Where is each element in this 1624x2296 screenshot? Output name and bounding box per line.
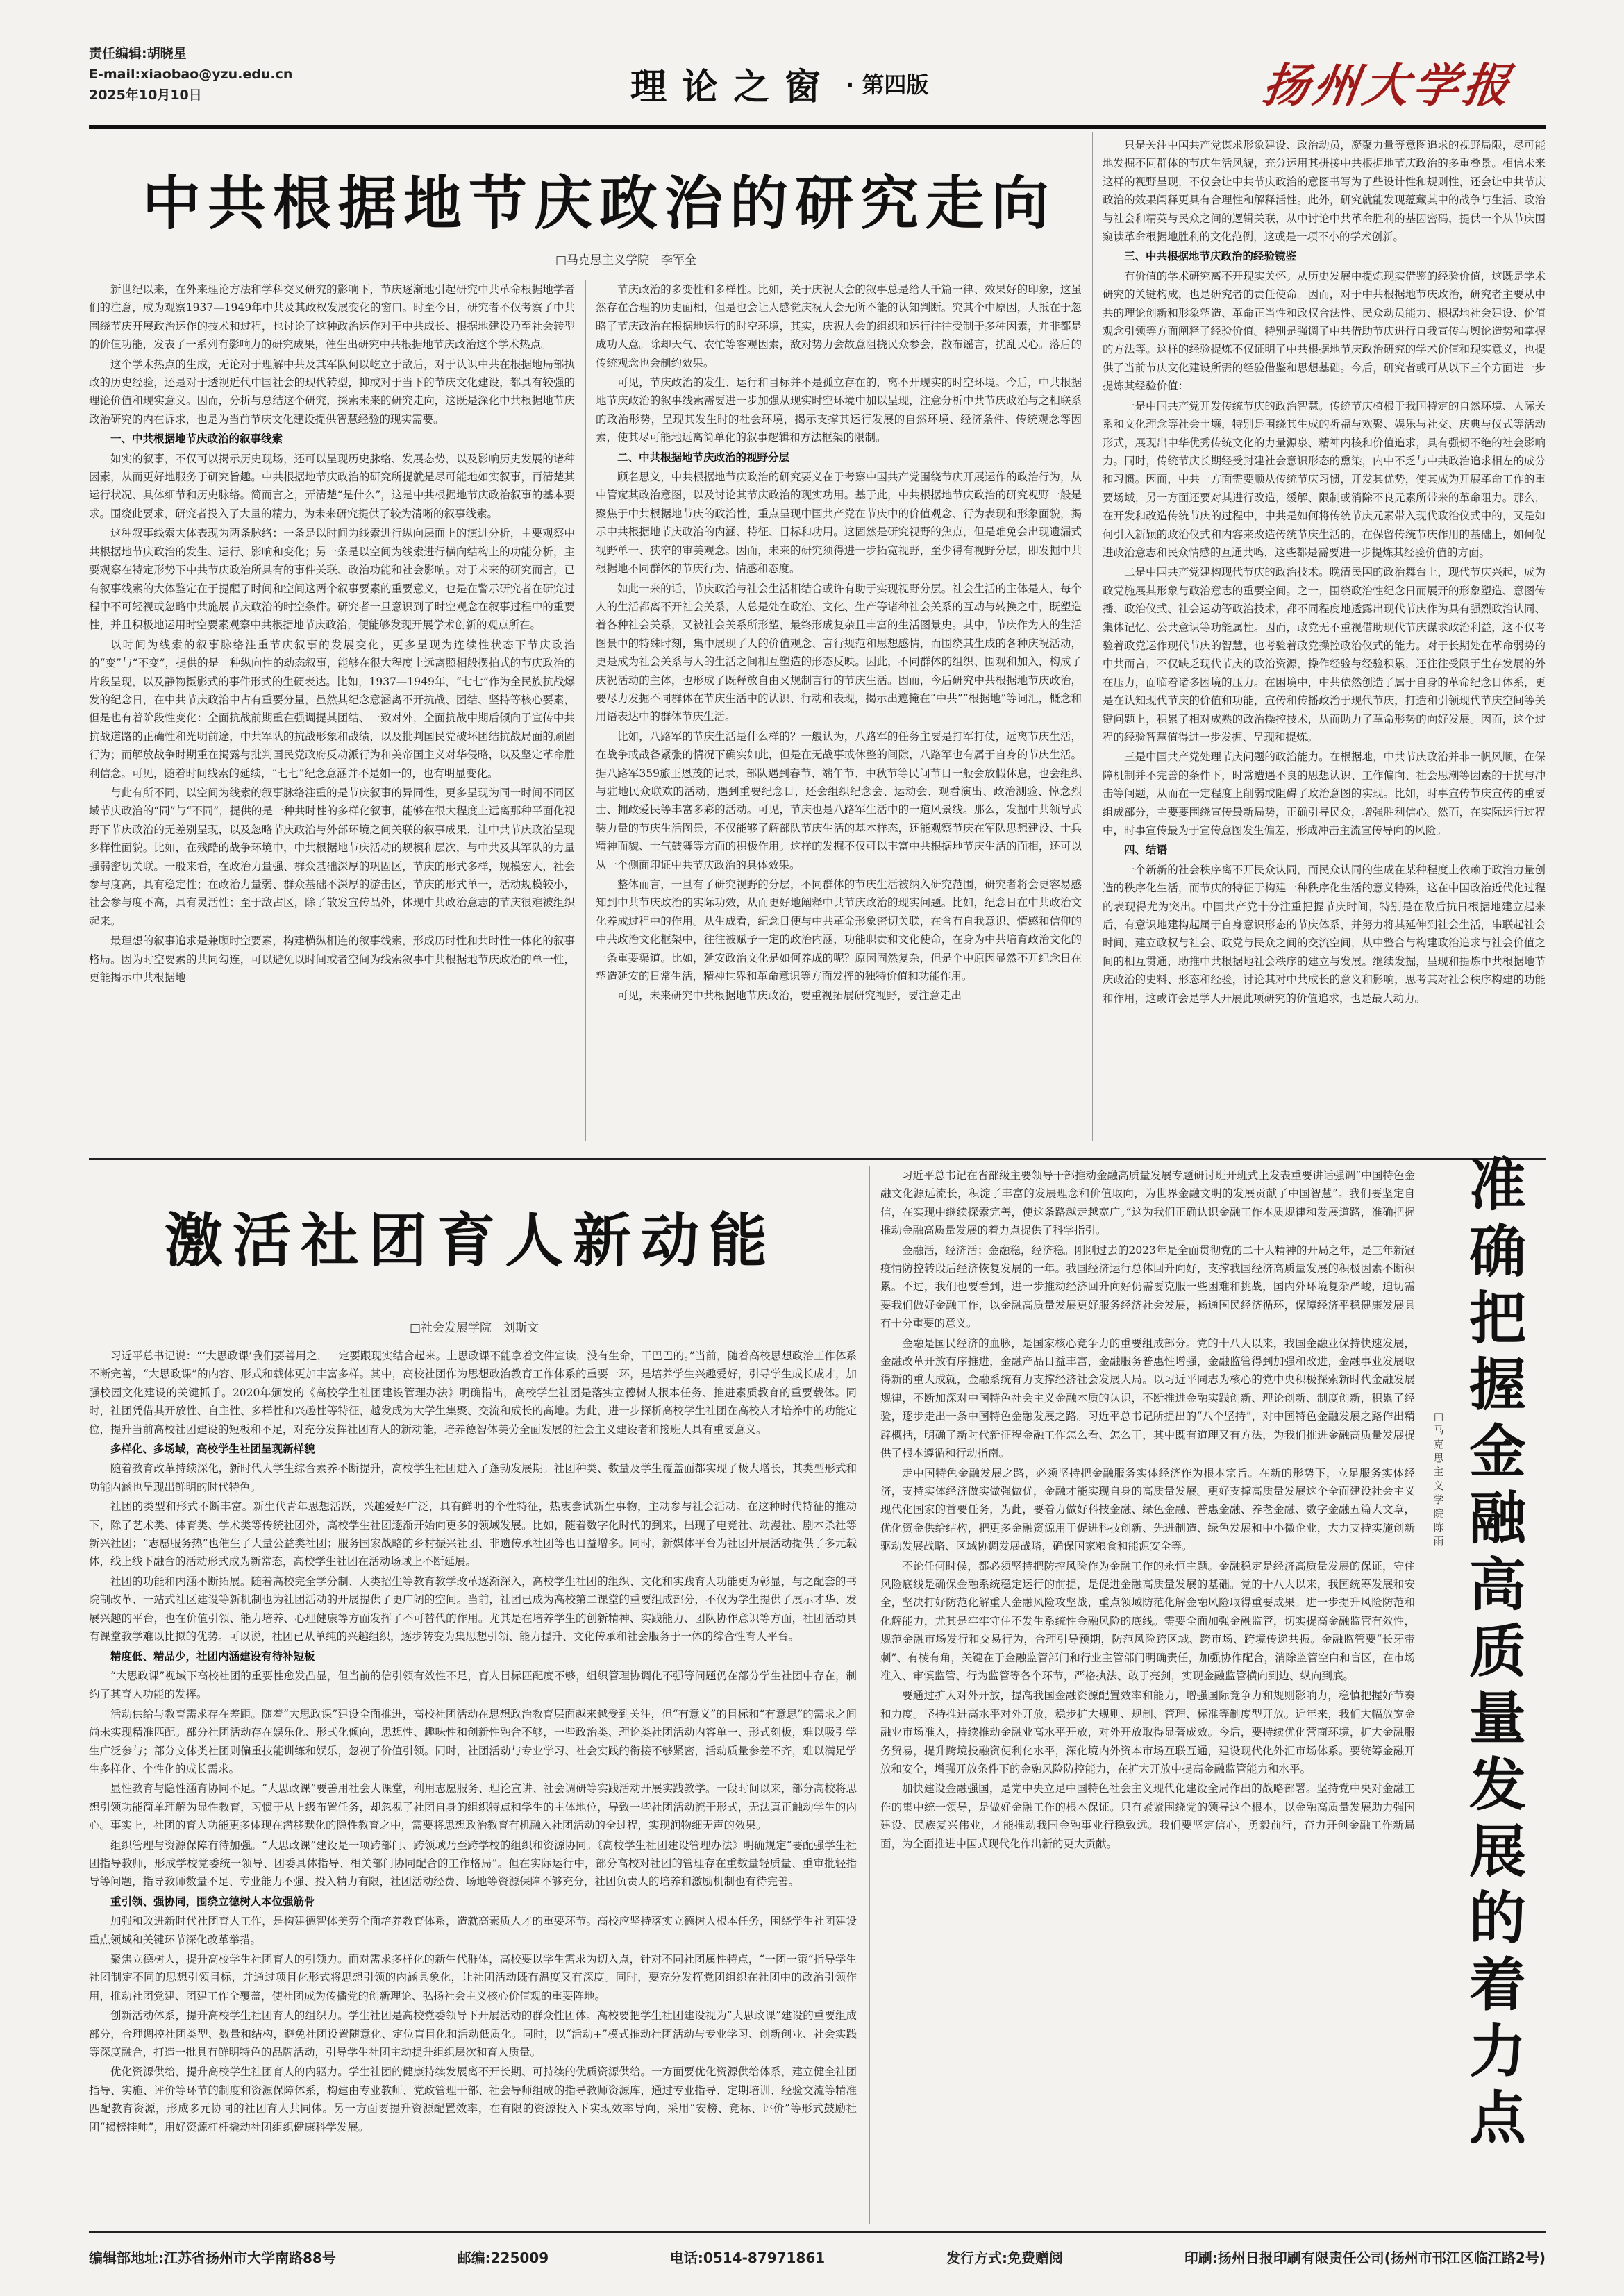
- paragraph: 习近平总书记说：“‘大思政课’我们要善用之，一定要跟现实结合起来。上思政课不能拿着文件宣读，没有生命，干巴巴的。”当前，随着高校思想政治工作体系不断完善，“大思政课”的内容、形式和载体更加丰富多样。其中，高校社团作为思想政治教育工作体系的重要一环，是培养学生兴趣爱好，引导学生成长成才，加强校园文化建设的关键抓手。2020年颁发的《高校学生社团建设管理办法》明确指出，高校学生社团是落实立德树人根本任务、推进素质教育的重要载体。同时，社团凭借其开放性、自主性、多样性和兴趣性等特征，越发成为大学生集聚、交流和成长的高地。为此，进一步探析高校学生社团在高校人才培养中的功能定位，提升当前高校社团建设的短板和不足，对充分发挥社团育人的新动能，培养德智体美劳全面发展的社会主义建设者和接班人具有重要意义。: [89, 1350, 857, 1436]
- newspaper-logo: 扬州大学报: [1259, 58, 1517, 112]
- section-title: 理论之窗: [630, 66, 837, 108]
- section-heading: 三、中共根据地节庆政治的经验镜鉴: [1124, 250, 1297, 263]
- article2-headline: 激活社团育人新动能: [164, 1207, 777, 1275]
- paragraph: 这种叙事线索大体表现为两条脉络：一条是以时间为线索进行纵向层面上的演进分析，主要观察中共根据地节庆政治的发生、运行、影响和变化；另一条是以空间为线索进行横向结构上的功能分析，主要观察在特定形势下中共节庆政治所具有的事件关联、政治功能和社会影响。对于未来的研究而言，已有叙事线索的大体鉴定在于提醒了时间和空间这两个叙事要素的重要意义，也是在警示研究者在研究过程中不可轻视或忽略中共施展节庆政治的时空条件。研究者一旦意识到了时空观念在叙事过程中的重要性，并且积极地运用时空要素观察中共根据地节庆政治，便能够发现开展学术创新的观点所在。: [89, 527, 575, 632]
- article2-byline: □社会发展学院 刘斯文: [410, 1321, 539, 1335]
- paragraph: 如此一来的话，节庆政治与社会生活相结合或许有助于实现视野分层。社会生活的主体是人，每个人的生活都离不开社会关系，人总是处在政治、文化、生产等诸种社会关系的互动与转换之中，既塑造着各种社会关系，又被社会关系所形塑，最终形成复杂且丰富的生活图景史。其中，节庆作为人的生活图景中的特殊时刻，集中展现了人的价值观念、言行规范和思想感情，而围绕其生成的各种庆祝活动，更是成为社会关系与人的生活之间相互塑造的形态反映。因此，不同群体的组织、围观和加入，构成了庆祝活动的主体，也形成了既释放自由又规制言行的节庆生活。因而，今后研究中共根据地节庆政治，要尽力发掘不同群体在节庆生活中的认识、行动和表现，揭示出遮掩在“中共”“根据地”等词汇，概念和用语表达中的群体节庆生活。: [596, 582, 1082, 723]
- paragraph: 社团的类型和形式不断丰富。新生代青年思想活跃，兴趣爱好广泛，具有鲜明的个性特征，热衷尝试新生事物，主动参与社会活动。在这种时代特征的推动下，除了艺术类、体育类、学术类等传统社团外，高校学生社团逐渐开始向更多的领域发展。比如，随着数字化时代的到来，出现了电竞社、动漫社、剧本杀社等新兴社团；“志愿服务热”也催生了大量公益类社团；服务国家战略的乡村振兴社团、非遗传承社团等也日益增多。同时，新媒体平台为社团开展活动提供了多元载体，线上线下融合的活动形式成为新常态，高校学生社团在活动场域上不断延展。: [89, 1500, 857, 1568]
- paragraph: 只是关注中国共产党谋求形象建设、政治动员，凝聚力量等意图追求的视野局限，尽可能地发掘不同群体的节庆生活风貌，充分运用其拼接中共根据地节庆政治的多重叠景。相信未来这样的视野呈现，不仅会让中共节庆政治的意图书写为了些设计性和规则性，还会让中共节庆政治的效果阐释更具有合理性和解释活性。此外，研究就能发现蕴藏其中的战争与生活、政治与社会和精英与民众之间的逻辑关联，从中讨论中共革命胜利的基因密码，提供一个从节庆围窥读革命根据地胜利的文化范例，这或是一项不小的学术创新。: [1103, 139, 1546, 244]
- paragraph: 节庆政治的多变性和多样性。比如，关于庆祝大会的叙事总是给人千篇一律、效果好的印象，这虽然存在合理的历史面相，但是也会让人感觉庆祝大会无所不能的认知判断。究其个中原因，大抵在于忽略了节庆政治在根据地运行的时空环境，其实，庆祝大会的组织和运行往往受制于多种因素，并非都是成功人意。除却天气、农忙等客观因素，敌对势力会故意阻挠民众参会，散布谣言，扰乱民心。落后的传统观念也会制约效果。: [596, 283, 1082, 369]
- article1-column-3: [1103, 136, 1546, 1148]
- paragraph: 要通过扩大对外开放，提高我国金融资源配置效率和能力，增强国际竞争力和规则影响力，稳慎把握好节奏和力度。坚持推进高水平对外开放，稳步扩大规则、规制、管理、标准等制度型开放。近年来，我们大幅放宽金融业市场准入，持续推动金融业高水平开放，对外开放取得显著成效。今后，要持续优化营商环境，扩大金融服务贸易，提升跨境投融资便利化水平，深化境内外资本市场互联互通，建设现代化外汇市场体系。要统筹金融开放和安全，增强开放条件下的金融风险防控能力，在扩大开放中提高金融监管能力和水平。: [880, 1689, 1415, 1775]
- paragraph: 金融活，经济活；金融稳，经济稳。刚刚过去的2023年是全面贯彻党的二十大精神的开局之年，是三年新冠疫情防控转段后经济恢复发展的一年。我国经济运行总体回升向好，支撑我国经济高质量发展的积极因素不断积累。不过，我们也要看到，进一步推动经济回升向好仍需要克服一些困难和挑战，国内外环境复杂严峻，迫切需要我们做好金融工作，以金融高质量发展更好服务经济社会发展，畅通国民经济循环，保障经济平稳健康发展具有十分重要的意义。: [880, 1243, 1415, 1330]
- section-heading: 四、结语: [1124, 844, 1168, 857]
- article1-column-2: [596, 280, 1082, 1148]
- paragraph: 最理想的叙事追求是兼顾时空要素，构建横纵相连的叙事线索，形成历时性和共时性一体化的叙事格局。因为时空要素的共同勾连，可以避免以时间或者空间为线索叙事中共根据地节庆政治的单一性，更能揭示中共根据地: [89, 935, 575, 984]
- top-rule: [89, 125, 1546, 129]
- footer-postcode: 邮编:225009: [457, 2249, 549, 2266]
- paragraph: 这个学术热点的生成，无论对于理解中共及其军队何以屹立于敌后，对于认识中共在根据地局部执政的历史经验，还是对于透视近代中国社会的现代转型，抑或对于当下的节庆文化建设，都具有较强的理论价值和现实意义。因而，分析与总结这个研究，探索未来的研究走向，这既是深化中共根据地节庆政治研究的内在诉求，也是为当前节庆文化建设提供智慧经验的现实需要。: [89, 358, 575, 426]
- edition-label: · 第四版: [846, 72, 929, 98]
- footer: [89, 2247, 1546, 2267]
- paragraph: 创新活动体系，提升高校学生社团育人的组织力。学生社团是高校党委领导下开展活动的群众性团体。高校要把学生社团建设视为“大思政课”建设的重要组成部分，合理调控社团类型、数量和结构，避免社团设置随意化、定位盲目化和活动低质化。同时，以“活动+”模式推动社团活动与专业学习、创新创业、社会实践等深度融合，打造一批具有鲜明特色的品牌活动，引导学生社团主动提升组织层次和育人质量。: [89, 2009, 857, 2059]
- paragraph: 整体而言，一旦有了研究视野的分层，不同群体的节庆生活被纳入研究范围，研究者将会更容易感知到中共节庆政治的实际功效，从而更好地阐释中共节庆政治的现实问题。比如，纪念日在中共政治文化养成过程中的作用。从生成看，纪念日便与中共革命形象密切关联，在含有自我意识、情感和信仰的中共政治文化框架中，往往被赋予一定的政治内涵，功能职责和文化使命，在身为中共培育政治文化的一条重要渠道。比如，延安政治文化是如何养成的呢？原因固然复杂，但是个中原因显然不开纪念日在塑造延安的日常生活，精神世界和革命意识等方面发挥的独特价值和功能作用。: [596, 878, 1082, 983]
- column-divider: [1092, 132, 1093, 1141]
- column-divider: [585, 280, 586, 1141]
- paragraph: 可见，节庆政治的发生、运行和目标并不是孤立存在的，离不开现实的时空环境。今后，中共根据地节庆政治的叙事线索需要进一步加强从现实时空环境中加以呈现，注意分析中共节庆政治与之相联系的政治形势，呈现其发生时的社会环境，揭示支撑其运行发展的自然环境、经济条件、传统观念等因素，使其尽可能地远离简单化的叙事逻辑和方法框架的限制。: [596, 376, 1082, 444]
- footer-rule: [89, 2231, 1546, 2233]
- paragraph: 聚焦立德树人，提升高校学生社团育人的引领力。面对需求多样化的新生代群体，高校要以学生需求为切入点，针对不同社团属性特点，“一团一策”指导学生社团制定不同的思想引领目标，并通过项目化形式将思想引领的内涵具象化，让社团活动既有温度又有深度。同时，要充分发挥党团组织在社团中的政治引领作用，推动社团党建、团建工作全覆盖，使社团成为传播党的创新理论、弘扬社会主义核心价值观的重要阵地。: [89, 1953, 857, 2002]
- article2-body: [89, 1347, 857, 2223]
- paragraph: 显性教育与隐性涵育协同不足。“大思政课”要善用社会大课堂，利用志愿服务、理论宣讲、社会调研等实践活动开展实践教学。一段时间以来，部分高校将思想引领功能简单理解为显性教育，习惯于从上级布置任务，却忽视了社团自身的组织特点和学生的主体地位，导致一些社团活动流于形式，无法真正触动学生的内心。事实上，社团的育人功能更多体现在潜移默化的隐性教育之中，需要将思想政治教育有机融入社团活动的全过程，实现润物细无声的效果。: [89, 1782, 857, 1832]
- section-heading: 二、中共根据地节庆政治的视野分层: [617, 451, 790, 464]
- footer-printer: 印刷:扬州日报印刷有限责任公司(扬州市邗江区临江路2号): [1184, 2249, 1546, 2266]
- article3-byline: □马克思主义学院 陈雨: [1433, 1410, 1455, 1548]
- paragraph: 加强和改进新时代社团育人工作，是构建德智体美劳全面培养教育体系，造就高素质人才的重要环节。高校应坚持落实立德树人根本任务，围绕学生社团建设重点领域和关键环节深化改革举措。: [89, 1915, 857, 1946]
- paragraph: 活动供给与教育需求存在差距。随着“大思政课”建设全面推进，高校社团活动在思想政治教育层面越来越受到关注，但“有意义”的目标和“有意思”的需求之间尚未实现精准匹配。部分社团活动存在娱乐化、形式化倾向，思想性、趣味性和创新性融合不够，一些政治类、理论类社团活动内容单一、形式刻板，难以吸引学生广泛参与；部分文体类社团则偏重技能训练和娱乐，忽视了价值引领。同时，社团活动与专业学习、社会实践的衔接不够紧密，活动质量参差不齐，难以满足学生多样化、个性化的成长需求。: [89, 1707, 857, 1775]
- paragraph: 新世纪以来，在外来理论方法和学科交叉研究的影响下，节庆逐渐地引起研究中共革命根据地学者们的注意，成为观察1937—1949年中共及其政权发展变化的窗口。时至今日，研究者不仅考察了中共围绕节庆开展政治运作的技术和过程，也讨论了这种政治运作对于中共成长、根据地建设乃至社会转型的价值功能，发表了一系列有影响力的研究成果，催生出研究中共根据地节庆政治这个学术热点。: [89, 283, 575, 351]
- footer-distribution: 发行方式:免费赠阅: [946, 2249, 1063, 2266]
- paragraph: 比如，八路军的节庆生活是什么样的？一般认为，八路军的任务主要是打军打仗，远离节庆生活，在战争或战备紧张的情况下确实如此，但是在无战事或休整的间隙，八路军也有属于自身的节庆生活。据八路军359旅王恩茂的记录，部队遇到春节、端午节、中秋节等民间节日一般会放假休息，也会组织与驻地民众联欢的活动，遇到重要纪念日，还会组织纪念会、运动会、观看演出、政治测验、悼念烈士、拥政爱民等丰富多彩的活动。可见，节庆也是八路军生活中的一道风景线。那么，发掘中共领导武装力量的节庆生活图景，不仅能够了解部队节庆生活的基本样态，还能观察节庆在军队思想建设、士兵精神面貌、士气鼓舞等方面的积极作用。这样的发掘不仅可以丰富中共根据地节庆生活的面相，还可以从一个侧面印证中共节庆政治的具体效果。: [596, 730, 1082, 871]
- paragraph: 金融是国民经济的血脉，是国家核心竞争力的重要组成部分。党的十八大以来，我国金融业保持快速发展，金融改革开放有序推进，金融产品日益丰富，金融服务普惠性增强，金融监管得到加强和改进，金融事业发展取得新的重大成就，金融系统有力支撑经济社会发展大局。以习近平同志为核心的党中央积极探索新时代金融发展规律，不断加深对中国特色社会主义金融本质的认识，不断推进金融实践创新、理论创新、制度创新，积累了经验，逐步走出一条中国特色金融发展之路。习近平总书记所提出的“八个坚持”，对中国特色金融发展之路作出精辟概括，明确了新时代新征程金融工作怎么看、怎么干，其中既有道理又有方法，为我们推进金融高质量发展提供了根本遵循和行动指南。: [880, 1336, 1415, 1460]
- paragraph: 三是中国共产党处理节庆问题的政治能力。在根据地，中共节庆政治并非一帆风顺，在保障机制并不完善的条件下，时常遭遇不良的思想认识、工作偏向、社会思潮等因素的干扰与冲击等问题，从而在一定程度上削弱或阻碍了政治意图的实现。比如，时事宣传节庆宣传的重要组成部分，主要要围绕宣传最新局势，正确引导民众，增强胜利信心。然而，在实际运行过程中，时事宣传最为于宣传意图发生偏差，形成冲击主流宣传导向的风险。: [1103, 751, 1546, 837]
- article1-column-1: [89, 280, 575, 1148]
- section-heading: 一、中共根据地节庆政治的叙事线索: [110, 433, 283, 446]
- article1-byline: □马克思主义学院 李军全: [555, 253, 697, 267]
- paragraph: 不论任何时候，都必须坚持把防控风险作为金融工作的永恒主题。金融稳定是经济高质量发展的保证，守住风险底线是确保金融系统稳定运行的前提，是促进金融高质量发展的基础。党的十八大以来，我国统筹发展和安全，坚决打好防范化解重大金融风险攻坚战，重点领域防范化解金融风险取得重要成果。进一步提升风险防范和化解能力，尤其是牢牢守住不发生系统性金融风险的底线。需要全面加强金融监管，切实提高金融监管有效性，规范金融市场发行和交易行为，合理引导预期，防范风险跨区域、跨市场、跨境传递共振。金融监管要“长牙带刺”、有棱有角，关键在于金融监管部门和行业主管部门明确责任，加强协作配合，消除监管空白和盲区，在市场准入、审慎监管、行为监管等各个环节，严格执法、敢于亮剑，实现金融监管横向到边、纵向到底。: [880, 1559, 1415, 1682]
- section-heading: 精度低、精品少，社团内涵建设有待补短板: [110, 1650, 315, 1663]
- article1-headline: 中共根据地节庆政治的研究走向: [142, 169, 1056, 237]
- paragraph: 与此有所不同，以空间为线索的叙事脉络注重的是节庆叙事的异同性，更多呈现为同一时间不同区域节庆政治的“同”与“不同”，提供的是一种共时性的多样化叙事，能够在很大程度上远离那种平面化视野下节庆政治的无差别呈现，以及忽略节庆政治与外部环境之间关联的叙事成果，让中共节庆政治呈现多样性面貌。比如，在残酷的战争环境中，中共根据地节庆活动的规模和层次，与中共及其军队的力量强弱密切关联。一般来看，在政治力量强、群众基础深厚的巩固区，节庆的形式多样，规模宏大，社会参与度高，具有稳定性；在政治力量弱、群众基础不深厚的游击区，节庆的形式单一，活动规模较小，社会参与度不高，具有灵活性；至于敌占区，除了散发宣传品外，体现中共政治意志的节庆很难被组织起来。: [89, 786, 575, 928]
- paragraph: 走中国特色金融发展之路，必须坚持把金融服务实体经济作为根本宗旨。在新的形势下，立足服务实体经济，支持实体经济做实做强做优，金融才能实现自身的高质量发展。更好支撑高质量发展这个全面建设社会主义现代化国家的首要任务，为此，要着力做好科技金融、绿色金融、普惠金融、养老金融、数字金融五篇大文章，优化资金供给结构，把更多金融资源用于促进科技创新、先进制造、绿色发展和中小微企业，大力支持实施创新驱动发展战略、区域协调发展战略，确保国家粮食和能源安全等。: [880, 1466, 1415, 1553]
- paragraph: 加快建设金融强国，是党中央立足中国特色社会主义现代化建设全局作出的战略部署。坚持党中央对金融工作的集中统一领导，是做好金融工作的根本保证。只有紧紧围绕党的领导这个根本，以金融高质量发展助力强国建设、民族复兴伟业，才能推动我国金融事业行稳致远。我们要坚定信心，勇毅前行，奋力开创金融工作新局面，为全面推进中国式现代化作出新的更大贡献。: [880, 1782, 1415, 1850]
- paragraph: 组织管理与资源保障有待加强。“大思政课”建设是一项跨部门、跨领域乃至跨学校的组织和资源协同。《高校学生社团建设管理办法》明确规定“要配强学生社团指导教师，形成学校党委统一领导、团委具体指导、相关部门协同配合的工作格局”。但在实际运行中，部分高校对社团的管理存在重数量轻质量、重审批轻指导等问题，指导教师数量不足、专业能力不强、投入精力有限，社团活动经费、场地等资源保障不够充分，社团负责人的培养和激励机制也有待完善。: [89, 1838, 857, 1888]
- footer-phone: 电话:0514-87971861: [669, 2249, 826, 2266]
- date-line: 2025年10月10日: [89, 87, 202, 103]
- section-header: [630, 56, 928, 111]
- email-line: E-mail:xiaobao@yzu.edu.cn: [89, 67, 293, 82]
- paragraph: 随着教育改革持续深化，新时代大学生综合素养不断提升，高校学生社团进入了蓬勃发展期。社团种类、数量及学生覆盖面都实现了极大增长，其类型形式和功能内涵也呈现出鲜明的时代特色。: [89, 1462, 857, 1493]
- column-divider: [869, 1166, 870, 2224]
- footer-address: 编辑部地址:江苏省扬州市大学南路88号: [89, 2249, 336, 2266]
- paragraph: 优化资源供给，提升高校学生社团育人的内驱力。学生社团的健康持续发展离不开长期、可持续的优质资源供给。一方面要优化资源供给体系，建立健全社团指导、实施、评价等环节的制度和资源保障体系，构建由专业教师、党政管理干部、社会导师组成的指导教师资源库，通过专业指导、定期培训、经验交流等精准匹配教育资源，形成多元协同的社团育人共同体。另一方面要提升资源配置效率，在有限的资源投入下实现效率导向，采用“安榜、竞标、评价”等形式鼓励社团“揭榜挂帅”，用好资源杠杆撬动社团组织健康科学发展。: [89, 2065, 857, 2134]
- section-heading: 重引领、强协同，围绕立德树人本位强筋骨: [110, 1895, 315, 1908]
- paragraph: 顾名思义，中共根据地节庆政治的研究要义在于考察中国共产党围绕节庆开展运作的政治行为，从中管窥其政治意图，以及讨论其节庆政治的现实功用。基于此，中共根据地节庆政治的研究视野一般是聚焦于中共根据地节庆的政治性，重点呈现中国共产党在节庆中的价值观念、行为表现和形象面貌，揭示中共根据地节庆政治的内涵、特征、目标和功用。这固然是研究视野的焦点，但是难免会出现遗漏式视野单一、狭窄的审美观念。因而，未来的研究须得进一步拓宽视野，至少得有视野分层，即发掘中共根据地不同群体的节庆行为、情感和态度。: [596, 471, 1082, 576]
- masthead-info: [89, 43, 292, 106]
- section-divider: [89, 1158, 1546, 1160]
- paragraph: 习近平总书记在省部级主要领导干部推动金融高质量发展专题研讨班开班式上发表重要讲话强调“中国特色金融文化源远流长，积淀了丰富的发展理念和价值取向，为世界金融文明的发展贡献了中国智慧”。我们要坚定自信，在实现中继续探索完善，使这条路越走越宽广。”这为我们正确认识金融工作本质规律和发展道路，准确把握推动金融高质量发展的着力点提供了科学指引。: [880, 1169, 1415, 1237]
- article3-body: [880, 1166, 1415, 2223]
- paragraph: 可见，未来研究中共根据地节庆政治，要重视拓展研究视野，要注意走出: [617, 989, 962, 1003]
- paragraph: 社团的功能和内涵不断拓展。随着高校完全学分制、大类招生等教育教学改革逐渐深入，高校学生社团的组织、文化和实践育人功能更为彰显，与之配套的书院制改革、一站式社区建设等新机制也为社团活动的开展提供了更广阔的空间。当前，社团已成为高校第二课堂的重要组成部分，不仅为学生提供了展示才华、发展兴趣的平台，也在价值引领、能力培养、心理健康等方面发挥了不可替代的作用。尤其是在培养学生的创新精神、实践能力、团队协作意识等方面，社团活动具有课堂教学难以比拟的优势。可以说，社团已从单纯的兴趣组织，逐步转变为集思想引领、能力提升、文化传承和社会服务于一体的综合性育人平台。: [89, 1575, 857, 1643]
- paragraph: 以时间为线索的叙事脉络注重节庆叙事的发展变化，更多呈现为连续性状态下节庆政治的“变”与“不变”，提供的是一种纵向性的动态叙事，能够在很大程度上远离照相般摆拍式的节庆政治的片段呈现，以及静物摄影式的事件形式的生硬表达。比如，1937—1949年，“七七”作为全民族抗战爆发的纪念日，在中共节庆政治中占有重要分量，虽然其纪念意涵离不开抗战、团结、坚持等核心要素，但是也有着阶段性变化：全面抗战前期重在强调提其团结、一致对外，全面抗战中期后倾向于宣传中共抗战道路的正确性和光明前途，中共军队的抗战形象和战绩，以及批判国民党破坏团结抗战局面的顽固行为；而解放战争时期重在揭露与批判国民党政府反动派行为和美帝国主义对华侵略，以及坚定革命胜利信念。可见，随着时间线索的延续，“七七”纪念意涵并不是如一的，也有明显变化。: [89, 638, 575, 780]
- section-heading: 多样化、多场域，高校学生社团呈现新样貌: [110, 1443, 315, 1456]
- article3-headline: 准确把握金融高质量发展的着力点: [1468, 1153, 1526, 2152]
- editor-line: 责任编辑:胡晓星: [89, 46, 187, 61]
- paragraph: 二是中国共产党建构现代节庆的政治技术。晚清民国的政治舞台上，现代节庆兴起，成为政党施展其形象与政治意志的重要空间。之一，围绕政治性纪念日而展开的形象塑造、意图传播、政治仪式、社会运动等政治技术，都不同程度地透露出现代节庆作为具有强烈政治认同、集体记忆、公共意识等功能属性。因而，政党无不重视借助现代节庆谋求政治利益，这不仅考验着政党运作现代节庆的智慧，也考验着政党操控政治仪式的能力。对于长期处在革命弱势的中共而言，不仅缺乏现代节庆的政治资源，操作经验与经验积累，还往往受限于生存发展的外在压力，面临着诸多困境的压力。在困境中，中共依然创造了属于自身的革命纪念日体系，更是在认知现代节庆的价值和功能，宣传和传播政治于现代节庆，打造和引领现代节庆空间等关键问题上，积累了相对成熟的政治操控技术，从而助力了革命形势的向好发展。因而，这个过程的经验智慧值得进一步发掘、呈现和提炼。: [1103, 566, 1546, 744]
- paragraph: 如实的叙事，不仅可以揭示历史现场，还可以呈现历史脉络、发展态势，以及影响历史发展的诸种因素，从而更好地服务于研究旨趣。中共根据地节庆政治的研究所提就是尽可能地如实叙事，再清楚其运行状况、具体细节和历史脉络。简而言之，弄清楚“是什么”，这是中共根据地节庆政治叙事的基本要求。围绕此要求，研究者投入了大量的精力，为未来研究提供了较为清晰的叙事线索。: [89, 452, 575, 520]
- paragraph: 有价值的学术研究离不开现实关怀。从历史发展中提炼现实借鉴的经验价值，这既是学术研究的关键构成，也是研究者的责任使命。因而，对于中共根据地节庆政治，研究者主要从中共的理论创新和形象塑造、革命正当性和政权合法性、民众动员能力、根据地社会建设、价值观念引领等方面阐释了经验价值。特别是强调了中共借助节庆进行自我宣传与舆论造势和掌握的方法等。这样的经验提炼不仅证明了中共根据地节庆政治研究的学术价值和现实意义，也提供了当前节庆文化建设所需的经验借鉴和思想基础。今后，研究者或可从以下三个方面进一步提炼其经验价值：: [1103, 269, 1546, 393]
- paragraph: 一个新新的社会秩序离不开民众认同，而民众认同的生成在某种程度上依赖于政治力量创造的秩序化生活，而节庆的特征于构建一种秩序化生活的意义特殊，这在中国政治近代化过程的表现得尤为突出。中国共产党十分注重把握节庆时间，特别是在敌后抗日根据地建立起来后，有意识地建构起属于自身意识形态的节庆体系，并努力将其延伸到社会生活，串联起社会时间，建立政权与社会、政党与民众之间的交流空间，从中整合与构建政治追求与社会价值之间的相互贯通，助推中共根据地社会秩序的建立与发展。继续发掘，呈现和提炼中共根据地节庆政治的史料、形态和经验，讨论其对中共成长的意义和影响，思考其对社会秩序构建的功能和作用，这或许会是学人开展此项研究的价值追求，也是最大动力。: [1103, 863, 1546, 1005]
- paragraph: 一是中国共产党开发传统节庆的政治智慧。传统节庆植根于我国特定的自然环境、人际关系和文化理念等社会土壤，特别是围绕其生成的祈福与欢聚、娱乐与社交、庆典与仪式等活动形式，展现出中华优秀传统文化的力量源泉、精神内核和价值追求，具有强韧不绝的社会影响力。同时，传统节庆长期经受封建社会意识形态的熏染，内中不乏与中共政治追求相左的成分和习惯。因而，中共一方面需要顺从传统节庆习惯，开发其优势，使其成为开展革命工作的重要场域，另一方面还要对其进行改造，缓解、限制或消除不良元素所带来的革命阻力。那么，在开发和改造传统节庆的过程中，中共是如何将传统节庆元素带入现代政治仪式中的，又是如何引入新颖的政治仪式和内容来改造传统节庆生活的，在保留传统节庆作用的基础上，如何促进政治意志和民众情感的互通共鸣，这些都是需要进一步提炼其经验价值的方面。: [1103, 399, 1546, 559]
- paragraph: “大思政课”视域下高校社团的重要性愈发凸显，但当前的信引领有效性不足，育人目标匹配度不够，组织管理协调化不强等问题仍在部分学生社团中存在，制约了其育人功能的发挥。: [89, 1669, 857, 1701]
